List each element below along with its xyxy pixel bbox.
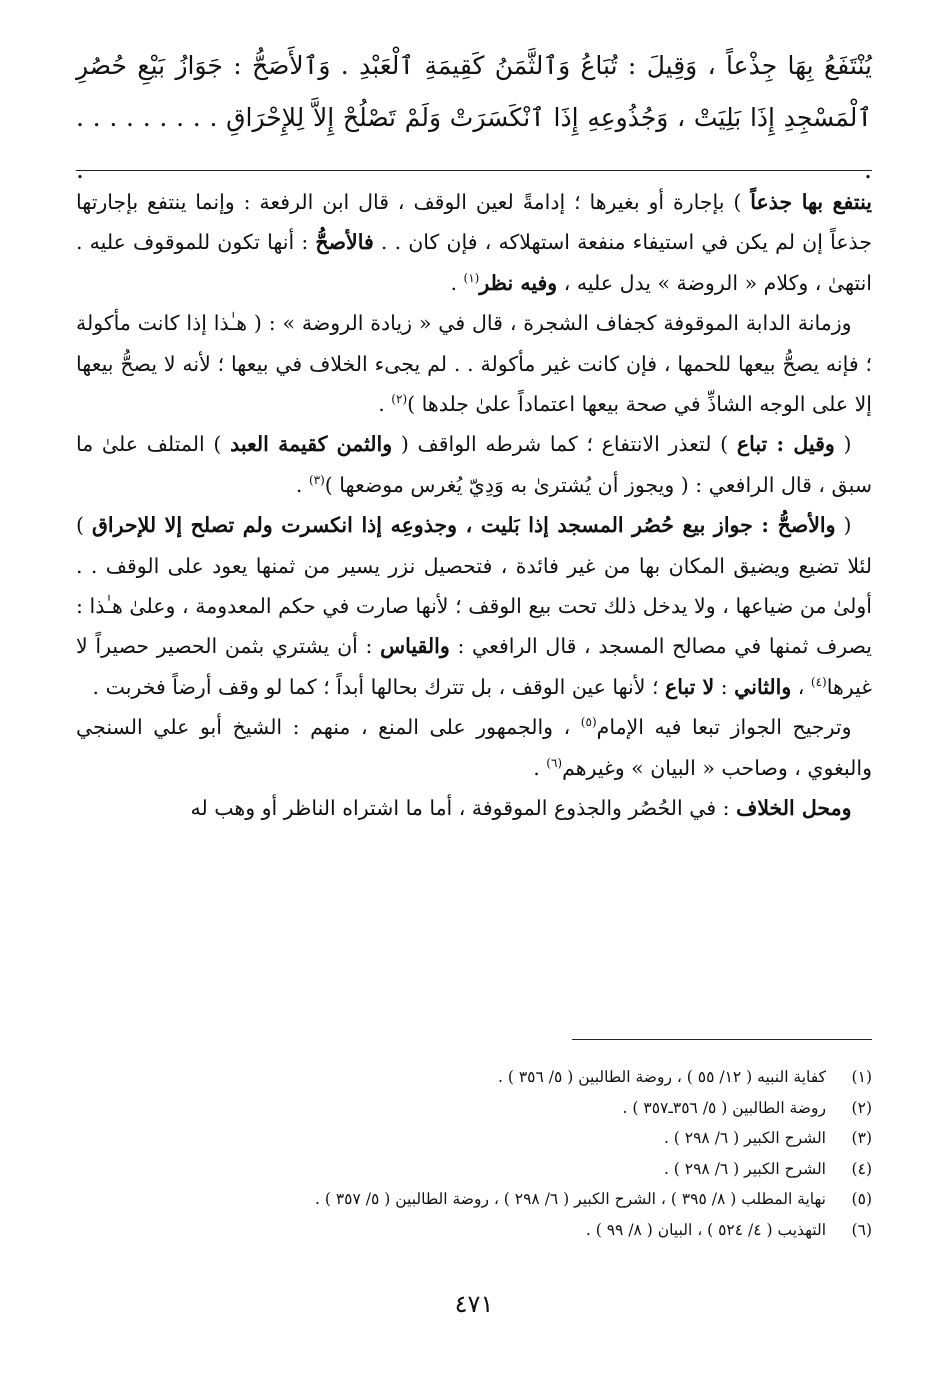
bold-term: والقياس xyxy=(380,634,450,659)
footnote xyxy=(76,1062,872,1093)
text-run: وزمانة الدابة الموقوفة كجفاف الشجرة ، قال في « زيادة الروضة » : ( هـٰذا إذا كانت مأكولة ؛ فإنه يصحُّ بيعها للحمها ، فإن كانت غير مأكولة . . لم يجىء الخلاف في بيعها ؛ لأنه لا يصحُّ بيعها إلا على الوجه الشاذِّ في صحة بيعها اعتماداً علىٰ جلدها ) xyxy=(76,311,872,417)
text-run: ، والجمهور على المنع ، منهم : الشيخ أبو علي السنجي والبغوي ، وصاحب « البيان » وغيرهم xyxy=(76,715,872,780)
text-run: . xyxy=(533,755,547,780)
bold-term: ومحل الخلاف xyxy=(736,796,852,821)
matn-text xyxy=(76,40,872,196)
text-run: . xyxy=(295,472,309,497)
bold-term: وفيه نظر xyxy=(479,270,558,295)
sharh-paragraph xyxy=(76,303,872,424)
text-run: : xyxy=(714,674,735,699)
footnote-ref: (٦) xyxy=(546,755,563,770)
footnote-ref: (٣) xyxy=(308,473,325,488)
sharh-paragraph xyxy=(76,505,872,707)
text-run: ، xyxy=(791,674,811,699)
footnote-text: الشرح الكبير ( ٦/ ٢٩٨ ) . xyxy=(663,1129,826,1147)
page-number: ٤٧١ xyxy=(454,1290,494,1318)
text-run: ؛ لأنها عين الوقف ، بل تترك بحالها أبداً ؛ كما لو وقف أرضاً فخربت . xyxy=(92,674,665,699)
matn-line: ٱلْمَسْجِدِ إِذَا بَلِيَتْ ، وَجُذُوعِهِ إِذَا ٱنْكَسَرَتْ وَلَمْ تَصْلُحْ إِلاَّ لِلإِحْرَاقِ . . . . . . . . . . . xyxy=(76,103,872,184)
footnote-number: (٤) xyxy=(851,1159,872,1178)
footnote-ref: (٥) xyxy=(580,715,597,730)
footnote xyxy=(76,1123,872,1154)
sharh-text xyxy=(76,182,872,829)
text-run: . xyxy=(450,270,464,295)
text-run: : أنها تكون للموقوف عليه . انتهىٰ ، وكلام « الروضة » يدل عليه ، xyxy=(76,230,872,295)
footnote-number: (٣) xyxy=(851,1129,872,1147)
footnote-ref: (٤) xyxy=(810,675,827,690)
bold-term: والأصحُّ : جواز بيع حُصُر المسجد إذا بَليت ، وجذوعِه إذا انكسرت ولم تصلح إلا للإحراق xyxy=(92,513,836,538)
text-run: ) المتلف علىٰ ما سبق ، قال الرافعي : ( ويجوز أن يُشترىٰ به وَدِيّ يُغرس موضعها ) xyxy=(76,432,872,497)
text-run: ) لتعذر الانتفاع ؛ كما شرطه الواقف ( xyxy=(392,432,737,457)
bold-term: لا تباع xyxy=(665,674,715,699)
sharh-paragraph xyxy=(76,424,872,505)
footnote-number: (٢) xyxy=(851,1098,872,1117)
footnote xyxy=(76,1093,872,1124)
bold-term: وقيل : تباع xyxy=(736,432,835,457)
footnote xyxy=(76,1154,872,1185)
footnote-text: التهذيب ( ٤/ ٥٢٤ ) ، البيان ( ٨/ ٩٩ ) . xyxy=(585,1220,826,1239)
footnote-divider xyxy=(572,1039,872,1040)
matn-line: يُنْتَفَعُ بِهَا جِذْعاً ، وَقِيلَ : تُبَاعُ وَٱلثَّمَنُ كَقِيمَةِ ٱلْعَبْدِ . وَٱلأَصَحُّ : جَوَازُ بَيْعِ حُصُرِ xyxy=(76,51,872,80)
footnote-text: نهاية المطلب ( ٨/ ٣٩٥ ) ، الشرح الكبير ( ٦/ ٢٩٨ ) ، روضة الطالبين ( ٥/ ٣٥٧ ) . xyxy=(315,1190,826,1208)
footnote-text: الشرح الكبير ( ٦/ ٢٩٨ ) . xyxy=(663,1159,826,1178)
bold-term: والثاني xyxy=(734,674,792,699)
footnote-text: كفاية النبيه ( ١٢/ ٥٥ ) ، روضة الطالبين ( ٥/ ٣٥٦ ) . xyxy=(498,1068,826,1086)
bold-term: ينتفع بها جذعاً xyxy=(750,190,872,214)
footnote-ref: (٢) xyxy=(391,392,408,407)
text-run: ( xyxy=(835,513,852,538)
sharh-paragraph xyxy=(76,182,872,303)
sharh-paragraph xyxy=(76,707,872,788)
text-run: ) لئلا تضيع ويضيق المكان بها من غير فائدة ، فتحصيل نزر يسير من ثمنها يعود على الوقف . . أولىٰ من ضياعها ، ولا يدخل ذلك تحت بيع الوقف ؛ لأنها صارت في حكم المعدومة ، وعلىٰ هـٰذا : يصرف ثمنها في مصالح المسجد ، قال الرافعي : xyxy=(76,513,872,659)
text-run: وترجيح الجواز تبعا فيه الإمام xyxy=(596,715,852,740)
footnote xyxy=(76,1184,872,1215)
footnote xyxy=(76,1215,872,1246)
sharh-paragraph xyxy=(76,788,872,828)
footnote-number: (٦) xyxy=(851,1220,872,1239)
text-run: ( xyxy=(834,432,852,457)
bold-term: فالأصحُّ xyxy=(315,230,374,255)
footnote-ref: (١) xyxy=(463,270,480,285)
footnote-number: (٥) xyxy=(851,1190,872,1208)
footnote-text: روضة الطالبين ( ٥/ ٣٥٦ـ٣٥٧ ) . xyxy=(622,1098,826,1117)
text-run: : أن يشتري بثمن الحصير حصيراً لا غيرها xyxy=(76,634,872,699)
bold-term: والثمن كقيمة العبد xyxy=(230,432,393,457)
text-run: . xyxy=(378,392,392,417)
text-run: ) بإجارة أو بغيرها ؛ إدامةً لعين الوقف ، قال ابن الرفعة : وإنما ينتفع بإجارتها جذعاً إن لم يكن في استيفاء منفعة استهلاكه ، فإن كان . . xyxy=(76,190,872,255)
footnotes-list xyxy=(76,1062,872,1245)
matn-divider xyxy=(76,170,872,171)
text-run: : في الحُصُر والجذوع الموقوفة ، أما ما اشتراه الناظر أو وهب له xyxy=(190,796,737,821)
footnote-number: (١) xyxy=(851,1068,872,1086)
